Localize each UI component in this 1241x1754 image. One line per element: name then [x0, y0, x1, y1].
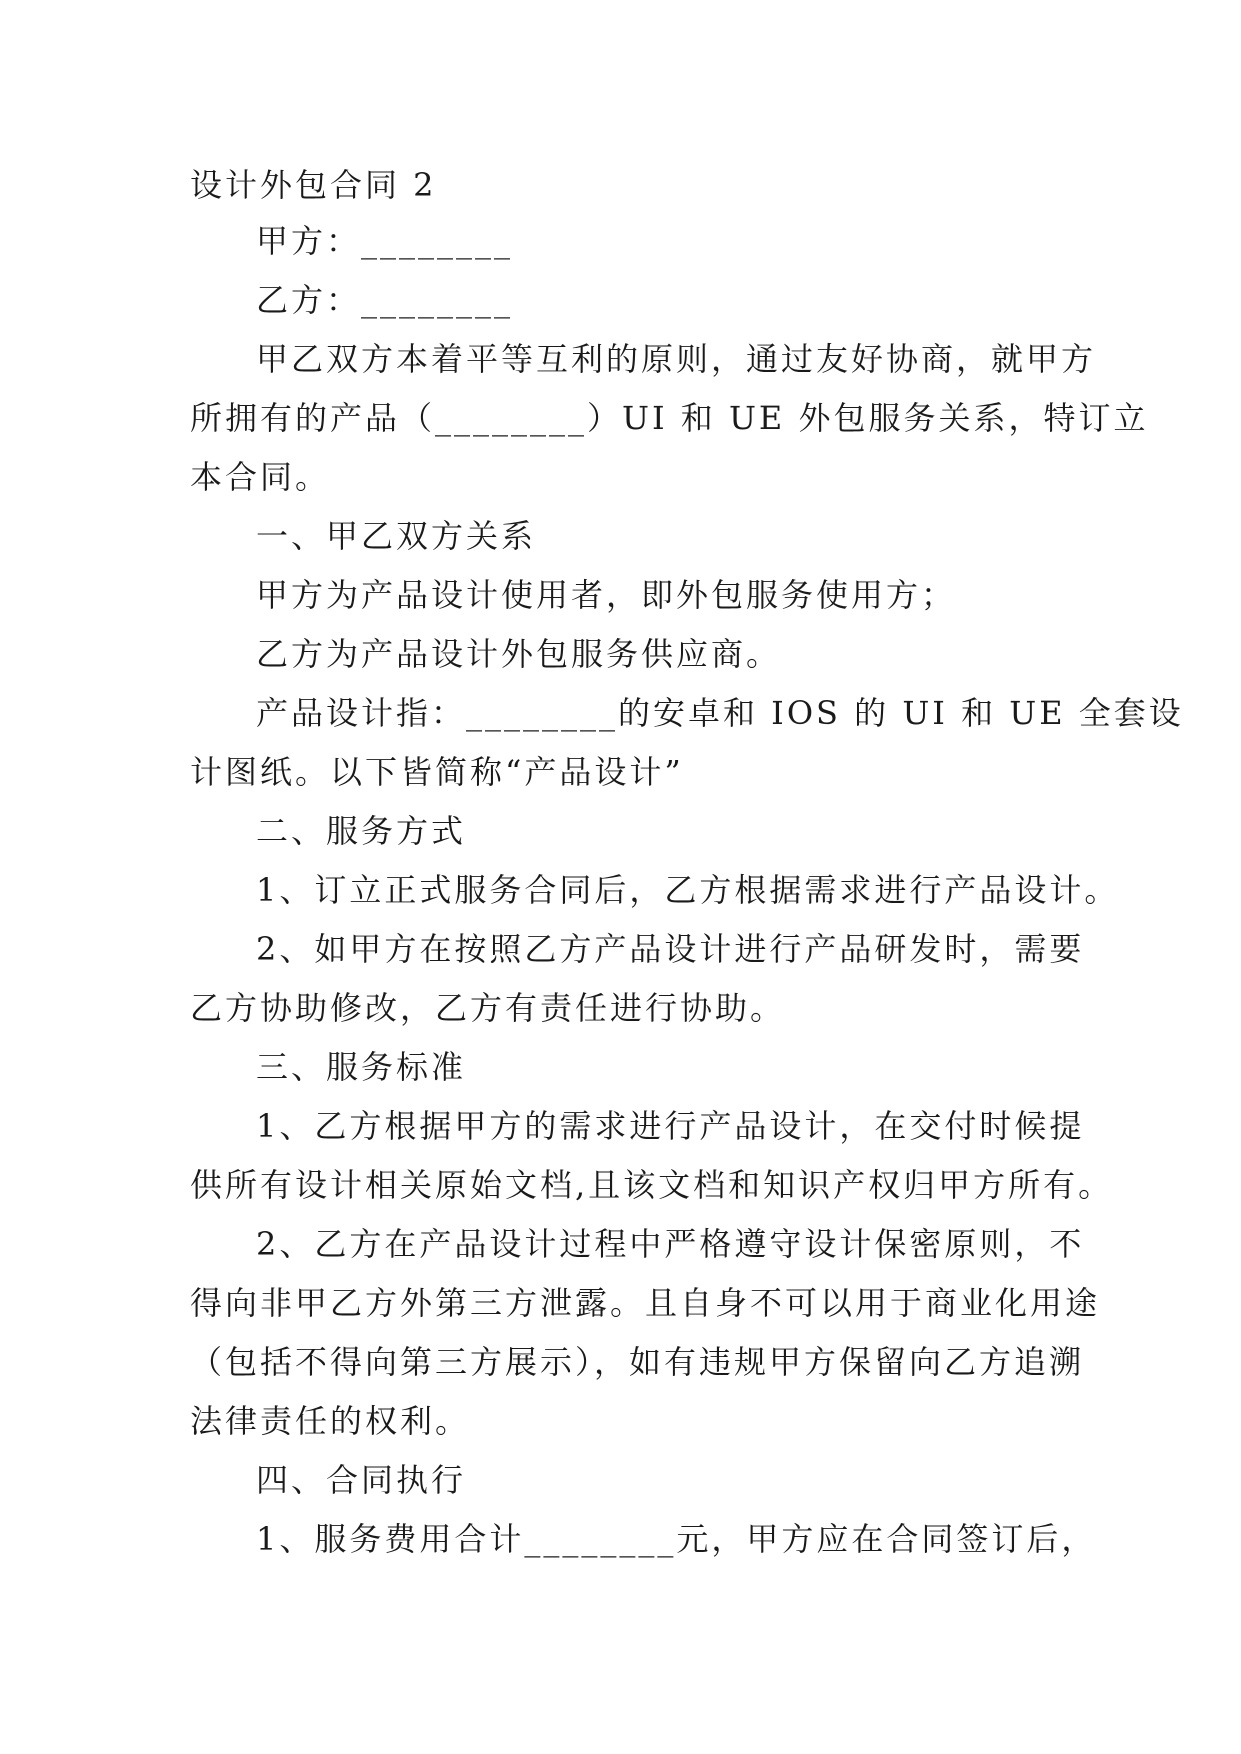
paragraph-line: 2、乙方在产品设计过程中严格遵守设计保密原则，不 — [256, 1225, 1085, 1263]
paragraph-line: 1、服务费用合计________元，甲方应在合同签订后， — [256, 1520, 1097, 1558]
section-heading-3: 三、服务标准 — [256, 1048, 467, 1086]
document-title: 设计外包合同 2 — [190, 166, 437, 204]
section-heading-2: 二、服务方式 — [256, 812, 467, 850]
paragraph-line: （包括不得向第三方展示），如有违规甲方保留向乙方追溯 — [190, 1343, 1085, 1381]
paragraph-line: 乙方协助修改，乙方有责任进行协助。 — [190, 989, 786, 1027]
paragraph-line: 计图纸。以下皆简称“产品设计” — [190, 753, 684, 791]
paragraph-line: 甲方为产品设计使用者，即外包服务使用方； — [256, 576, 957, 614]
paragraph-line: 产品设计指：________的安卓和 IOS 的 UI 和 UE 全套设 — [256, 694, 1184, 732]
paragraph-line: 乙方为产品设计外包服务供应商。 — [256, 635, 782, 673]
paragraph-line: 1、乙方根据甲方的需求进行产品设计，在交付时候提 — [256, 1107, 1085, 1145]
party-a-line: 甲方：________ — [256, 222, 514, 260]
paragraph-line: 得向非甲乙方外第三方泄露。且自身不可以用于商业化用途 — [190, 1284, 1101, 1322]
preamble-line-3: 本合同。 — [190, 458, 331, 496]
document-body — [190, 158, 1184, 1569]
section-heading-1: 一、甲乙双方关系 — [256, 517, 537, 555]
paragraph-line: 1、订立正式服务合同后，乙方根据需求进行产品设计。 — [256, 871, 1120, 909]
section-heading-4: 四、合同执行 — [256, 1461, 467, 1499]
preamble-line-2: 所拥有的产品（________）UI 和 UE 外包服务关系，特订立 — [190, 399, 1149, 437]
paragraph-line: 供所有设计相关原始文档,且该文档和知识产权归甲方所有。 — [190, 1166, 1114, 1204]
paragraph-line: 2、如甲方在按照乙方产品设计进行产品研发时，需要 — [256, 930, 1085, 968]
paragraph-line: 法律责任的权利。 — [190, 1402, 471, 1440]
party-b-line: 乙方：________ — [256, 281, 514, 319]
preamble-line-1: 甲乙双方本着平等互利的原则，通过友好协商，就甲方 — [256, 340, 1097, 378]
